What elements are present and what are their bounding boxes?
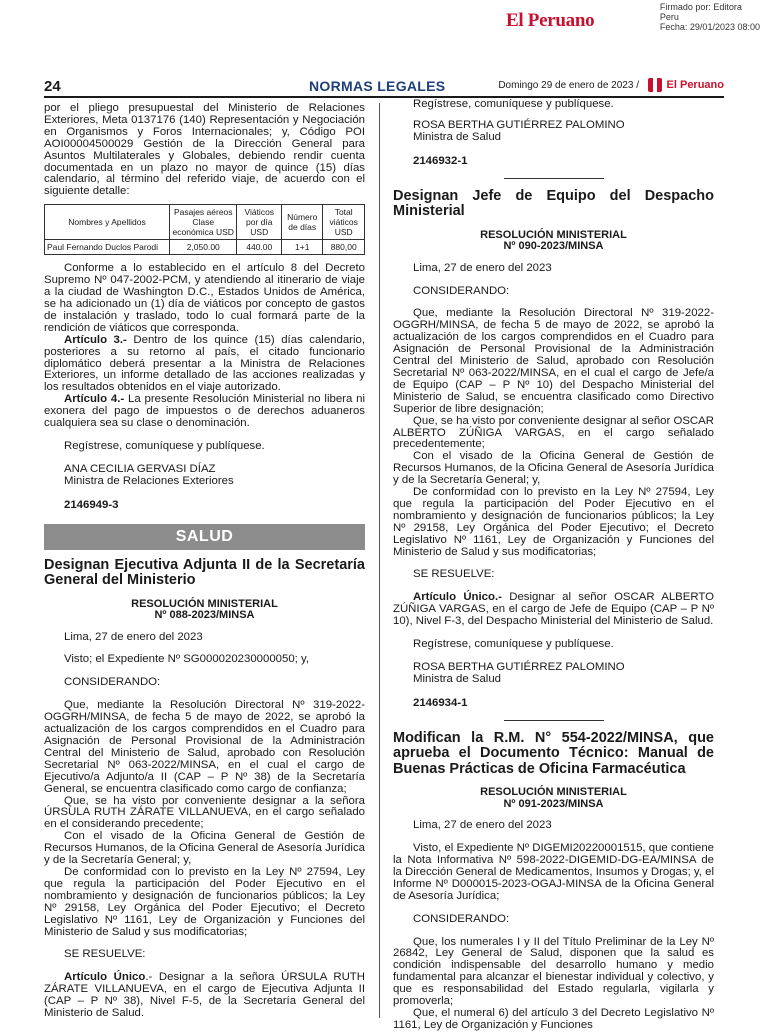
column-divider: [379, 103, 380, 1018]
section-banner-salud: SALUD: [44, 524, 365, 550]
place-date: Lima, 27 de enero del 2023: [413, 261, 552, 274]
paragraph: Que, se ha visto por conveniente designar a la señora ÚRSULA RUTH ZÁRATE VILLANUEVA, en el cargo señalado en el considerando precedente;: [44, 794, 365, 831]
section-name: NORMAS LEGALES: [309, 78, 446, 94]
se-resuelve-label: SE RESUELVE:: [64, 948, 146, 961]
table-cell: 880,00: [323, 240, 365, 255]
resolution-type: RESOLUCIÓN MINISTERIAL: [480, 786, 627, 799]
table-header: Total viáticos USD: [323, 205, 365, 240]
resolution-number: Nº 090-2023/MINSA: [503, 240, 604, 253]
article-3: [44, 335, 365, 395]
paragraph: De conformidad con lo previsto en la Ley Nº 27594, Ley que regula la participación del Poder Ejecutivo en el nombramiento y designación de funcionarios públicos; la Ley Nº 29158, Ley Orgánica del Poder Ejecutivo; el Decreto Legislativo Nº 1161, Ley de Organización y Funciones del Ministerio de Salud y sus modificatorias;: [44, 865, 365, 938]
page-header: [44, 78, 724, 96]
article-label: Artículo Único: [64, 971, 146, 984]
peru-emblem-icon: [648, 78, 662, 92]
paragraph: por el pliego presupuestal del Ministerio de Relaciones Exteriores, Meta 0137176 (140) Representación y Negociación en Organismos y Foros Internacionales; y, Código POI AOI00004500029 Gestión de la Dirección General para Asuntos Multilaterales y Globales, debiendo rendir cuenta documentada en un plazo no mayor de quince (15) días calendario, al término del referido viaje, de acuerdo con el siguiente detalle:: [44, 102, 365, 198]
article-text: .- Designar a la señora ÚRSULA RUTH ZÁRATE VILLANUEVA, en el cargo de Ejecutiva Adjunta II (CAP – P Nº 38), Nivel F-5, de la Secretaría General del Ministerio de Salud.: [44, 971, 365, 1020]
resolution-title: Modifican la R.M. N° 554-2022/MINSA, que aprueba el Documento Técnico: Manual de Buenas Prácticas de Oficina Farmacéutica: [393, 729, 714, 777]
resolution-number: Nº 088-2023/MINSA: [154, 609, 255, 622]
resolution-heading: [393, 787, 714, 810]
se-resuelve-label: SE RESUELVE:: [413, 568, 495, 581]
considerando-label: CONSIDERANDO:: [64, 676, 161, 689]
table-row: [45, 240, 365, 255]
paragraph: Que, el numeral 6) del artículo 3 del Decreto Legislativo Nº 1161, Ley de Organización y Funciones: [393, 1007, 714, 1031]
signature-line: Fecha: 29/01/2023 08:00: [659, 22, 760, 32]
separator-rule: [504, 178, 604, 179]
article-unico: [44, 972, 365, 1020]
paragraph: Conforme a lo establecido en el artículo 8 del Decreto Supremo Nº 047-2002-PCM, y atendiendo al itinerario de viaje a la ciudad de Washington D.C., Estados Unidos de América, se ha adicionado un (1) día de viáticos por concepto de gastos de instalación y traslado, todo lo cual formará parte de la rendición de viáticos que corresponda.: [44, 262, 365, 334]
closing-formula: Regístrese, comuníquese y publíquese.: [413, 98, 614, 110]
table-cell: 1+1: [282, 240, 323, 255]
table-cell: 440.00: [237, 240, 282, 255]
table-header: Nombres y Apellidos: [45, 205, 170, 240]
right-column: [393, 99, 714, 1032]
article-text: Dentro de los quince (15) días calendario, posteriores a su retorno al país, el citado funcionario diplomático deberá presentar a la Ministra de Relaciones Exteriores, un informe detallado de las acciones realizadas y los resultados obtenidos en el viaje autorizado.: [44, 333, 365, 394]
separator-rule: [504, 720, 604, 721]
resolution-heading: [44, 599, 365, 622]
digital-signature: [660, 2, 760, 32]
article-label: Artículo 3.-: [64, 333, 127, 346]
considerando-label: CONSIDERANDO:: [413, 912, 510, 925]
left-column: [44, 103, 365, 1020]
travel-expense-table: [44, 204, 365, 255]
table-header: Pasajes aéreos Clase económica USD: [170, 205, 237, 240]
table-header-row: [45, 205, 365, 240]
signatory-name: ROSA BERTHA GUTIÉRREZ PALOMINO: [413, 118, 625, 131]
closing-formula: Regístrese, comuníquese y publíquese.: [64, 439, 265, 452]
article-unico: [393, 592, 714, 628]
visto: Visto, el Expediente Nº DIGEMI20220001515, que contiene la Nota Informativa Nº 598-2022-DIGEMID-DG-EA/MINSA de la Dirección General de Medicamentos, Insumos y Drogas; y, el Informe Nº D000015-2023-OGAJ-MINSA de la Oficina General de Asesoría Jurídica;: [393, 842, 714, 902]
signature-line: Firmado por: Editora: [659, 2, 742, 12]
place-date: Lima, 27 de enero del 2023: [64, 630, 203, 643]
paragraph: Que, mediante la Resolución Directoral Nº 319-2022-OGGRH/MINSA, de fecha 5 de mayo de 2022, se aprobó la actualización de los cargos comprendidos en el Cuadro para Asignación de Personal Provisional de la Administración Central del Ministerio de Salud, aprobado con Resolución Secretarial Nº 063-2022/MINSA, en el cual el cargo de Ejecutivo/a Adjunto/a II (CAP – P Nº 38) de la Secretaría General, se encuentra clasificado como cargo de confianza;: [44, 699, 365, 795]
resolution-number: Nº 091-2023/MINSA: [503, 797, 604, 810]
document-code: 2146934-1: [413, 696, 468, 709]
table-cell: 2,050.00: [170, 240, 237, 255]
document-code: 2146949-3: [64, 498, 119, 511]
signature-line: Peru: [659, 12, 679, 22]
table-header: Número de días: [282, 205, 323, 240]
resolution-title: Designan Jefe de Equipo del Despacho Ministerial: [393, 187, 714, 220]
resolution-title: Designan Ejecutiva Adjunta II de la Secretaría General del Ministerio: [44, 556, 365, 589]
signatory-role: Ministra de Salud: [413, 672, 502, 685]
paragraph: Que, mediante la Resolución Directoral Nº 319-2022-OGGRH/MINSA, de fecha 5 de mayo de 2022, se aprobó la actualización de los cargos comprendidos en el Cuadro para Asignación de Personal Provisional de la Administración Central del Ministerio de Salud, aprobado con Resolución Secretarial Nº 063-2022/MINSA, en el cual el cargo de Jefe/a de Equipo (CAP – P Nº 10) del Despacho Ministerial del Ministerio de Salud, se encuentra clasificado como Directivo Superior de libre designación;: [393, 307, 714, 415]
header-rule: [44, 96, 724, 98]
resolution-heading: [393, 230, 714, 253]
article-text: Designar al señor OSCAR ALBERTO ZÚÑIGA VARGAS, en el cargo de Jefe de Equipo (CAP – P Nº 10), Nivel F-3, del Despacho Ministerial del Ministerio de Salud.: [393, 591, 715, 628]
article-4: [44, 394, 365, 430]
document-code: 2146932-1: [413, 154, 468, 167]
page-number: 24: [44, 78, 61, 95]
table-cell: Paul Fernando Duclos Parodi: [45, 240, 170, 255]
brand-name: El Peruano: [666, 79, 724, 91]
place-date: Lima, 27 de enero del 2023: [413, 819, 552, 832]
table-header: Viáticos por día USD: [237, 205, 282, 240]
paragraph: Con el visado de la Oficina General de Gestión de Recursos Humanos, de la Oficina General de Asesoría Jurídica y de la Secretaría General; y,: [44, 830, 365, 867]
paragraph: De conformidad con lo previsto en la Ley Nº 27594, Ley que regula la participación del Poder Ejecutivo en el nombramiento y designación de funcionarios públicos; la Ley Nº 29158, Ley Orgánica del Poder Ejecutivo; el Decreto Legislativo Nº 1161, Ley de Organización y Funciones del Ministerio de Salud y sus modificatorias;: [393, 486, 714, 558]
resolution-type: RESOLUCIÓN MINISTERIAL: [480, 228, 627, 241]
signatory-name: ANA CECILIA GERVASI DÍAZ: [64, 462, 216, 475]
issue-date: Domingo 29 de enero de 2023 /: [498, 80, 639, 91]
el-peruano-logo: El Peruano: [506, 10, 595, 31]
closing-formula: Regístrese, comuníquese y publíquese.: [413, 638, 614, 651]
paragraph: Que, se ha visto por conveniente designar al señor OSCAR ALBERTO ZÚÑIGA VARGAS, en el cargo señalado precedentemente;: [393, 414, 714, 451]
signatory-role: Ministra de Salud: [413, 130, 502, 143]
resolution-type: RESOLUCIÓN MINISTERIAL: [131, 597, 278, 610]
signatory-name: ROSA BERTHA GUTIÉRREZ PALOMINO: [413, 661, 625, 673]
article-label: Artículo 4.-: [64, 393, 125, 406]
paragraph: Que, los numerales I y II del Título Preliminar de la Ley Nº 26842, Ley General de Salud, disponen que la salud es condición indispensable del desarrollo humano y medio fundamental para alcanzar el bienestar individual y colectivo, y que es responsabilidad del Estado regularla, vigilarla y promoverla;: [393, 935, 714, 1008]
article-text: La presente Resolución Ministerial no libera ni exonera del pago de impuestos o de derechos aduaneros cualquiera sea su clase o denominación.: [44, 393, 365, 430]
article-label: Artículo Único.-: [413, 591, 502, 604]
visto: Visto; el Expediente Nº SG000020230000050; y,: [64, 653, 310, 666]
considerando-label: CONSIDERANDO:: [413, 284, 510, 297]
signatory-role: Ministra de Relaciones Exteriores: [64, 474, 234, 487]
paragraph: Con el visado de la Oficina General de Gestión de Recursos Humanos, de la Oficina General de Asesoría Jurídica y de la Secretaría General; y,: [393, 450, 714, 487]
